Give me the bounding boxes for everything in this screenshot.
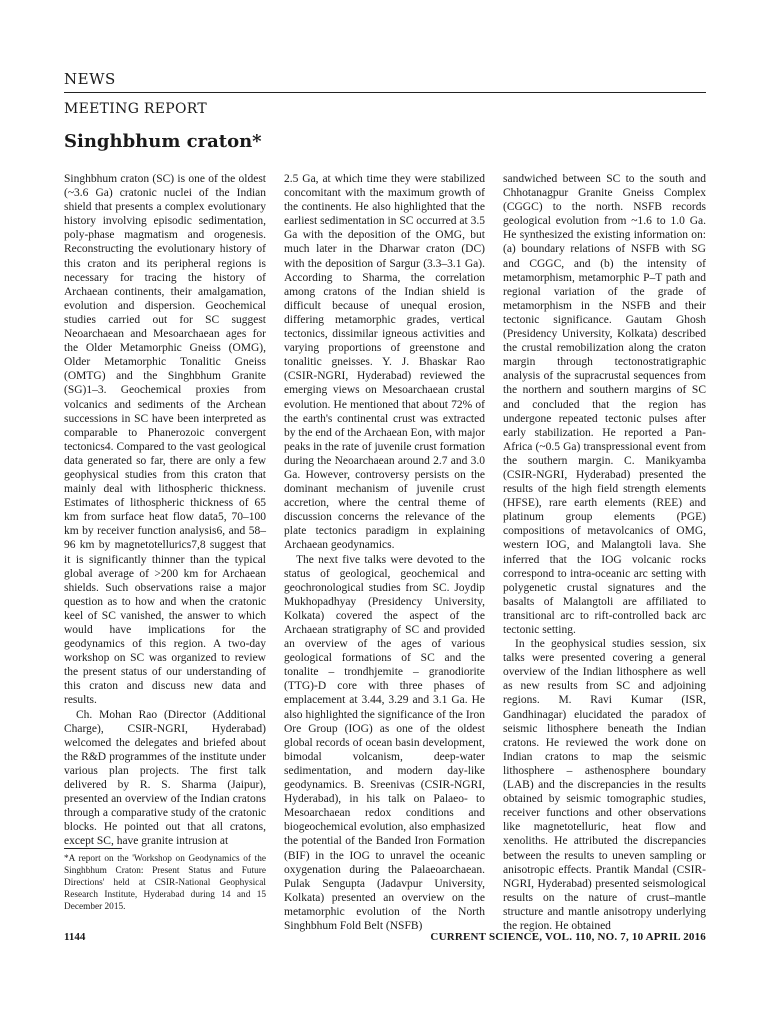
footnote-rule — [64, 848, 122, 849]
header-rule — [64, 92, 706, 93]
report-type: MEETING REPORT — [64, 101, 208, 117]
footnote: *A report on the 'Workshop on Geodynamics of the Singhbhum Craton: Present Status and Future Directions' held at CSIR-National Geophysical Research Institute, Hyderabad during 14 and 15 December 2015. — [64, 854, 266, 912]
paragraph: The next five talks were devoted to the status of geological, geochemical and geochronological studies from SC. Joydip Mukhopadhyay (Presidency University, Kolkata) covered the aspect of the Archaean stratigraphy of SC and provided an overview of the ages of various geological formations of SC and the tonalite – trondhjemite – granodiorite (TTG)-D core with three phases of emplacement at 3.44, 3.29 and 3.1 Ga. He also highlighted the significance of the Iron Ore Group (IOG) as one of the oldest global records of ocean basin development, bimodal volcanism, deep-water sedimentation, and modern day-like geodynamics. B. Sreenivas (CSIR-NGRI, Hyderabad), in his talk on Palaeo- to Mesoarchaean redox conditions and biogeochemical evolution, also emphasized the potential of the Banded Iron Formation (BIF) in the IOG to unravel the oceanic oxygenation during the Palaeoarchaean. Pulak Sengupta (Jadavpur University, Kolkata) presented an overview on the metamorphic evolution of the North Singhbhum Fold Belt (NSFB) — [284, 553, 485, 932]
paragraph: Singhbhum craton (SC) is one of the oldest (~3.6 Ga) cratonic nuclei of the Indian shield that presents a complex evolutionary history involving episodic sedimentation, poly-phase magmatism and orogenesis. Reconstructing the evolutionary history of this craton and its peripheral regions is necessary for tracing the history of Archaean continents, their amalgamation, evolution and dispersion. Geochemical studies carried out for SC suggest Neoarchaean and Mesoarchaean ages for the Older Metamorphic Gneiss (OMG), Older Metamorphic Tonalitic Gneiss (OMTG) and the Singhbhum Granite (SG)1–3. Geochemical proxies from volcanics and sediments of the Archean successions in SC have been interpreted as comparable to Phanerozoic convergent tectonics4. Compared to the vast geological data generated so far, there are only a few geophysical studies from this craton that mainly deal with lithospheric thickness. Estimates of lithospheric thickness of 65 km from surface heat flow data5, 70–100 km by receiver function analysis6, and 58–96 km by magnetotellurics7,8 suggest that it is significantly thinner than the typical global average of >200 km for Archaean shields. Such observations raise a major question as to how and when the cratonic keel of SC vanished, the answer to which would have implications for the geodynamics of this region. A two-day workshop on SC was organized to review the present status of our understanding of this craton and discuss new data and results. — [64, 173, 266, 707]
article-title: Singhbhum craton* — [64, 131, 262, 152]
paragraph: sandwiched between SC to the south and Chhotanagpur Granite Gneiss Complex (CGGC) to the north. NSFB records geological evolution from ~1.6 to 1.0 Ga. He synthesized the existing information on: (a) boundary relations of NSFB with SG and CGGC, and (b) the intensity of metamorphism, metamorphic P–T path and regional variation of the grade of metamorphism in the NSFB and their tectonic significance. Gautam Ghosh (Presidency University, Kolkata) described the crustal remobilization along the craton margin through tectonostratigraphic analysis of the supracrustal sequences from the northern and southern margins of SC and concluded that the region has undergone repeated tectonic pulses after early stabilization. He reported a Pan-Africa (~0.5 Ga) transpressional event from the southern margin. C. Manikyamba (CSIR-NGRI, Hyderabad) presented the results of the high field strength elements (HFSE), rare earth elements (REE) and platinum group elements (PGE) compositions of metavolcanics of OMG, western IOG, and Malangtoli lava. She inferred that the IOG volcanic rocks correspond to intra-oceanic arc setting with polygenetic crustal signatures and the basalts of Malangtoli are affiliated to transitional arc to rift-controlled back arc tectonic setting. — [503, 173, 706, 636]
journal-citation: CURRENT SCIENCE, VOL. 110, NO. 7, 10 APRIL 2016 — [430, 931, 706, 943]
text-column-1 — [64, 172, 266, 849]
page-number: 1144 — [64, 931, 86, 943]
paragraph: In the geophysical studies session, six talks were presented covering a general overview of the Indian lithosphere as well as new results from SC and adjoining regions. M. Ravi Kumar (ISR, Gandhinagar) elucidated the paradox of seismic lithosphere beneath the Indian cratons. He reviewed the work done on Indian cratons to map the seismic lithosphere – asthenosphere boundary (LAB) and the discrepancies in the results obtained by seismic tomographic studies, receiver functions and other observations like magnetotelluric, heat flow and xenoliths. He attributed the discrepancies between the results to uneven sampling or anisotropic effects. Prantik Mandal (CSIR-NGRI, Hyderabad) presented seismological results on the nature of crust–mantle structure and mantle anisotropy underlying the region. He obtained — [503, 638, 706, 932]
paragraph: Ch. Mohan Rao (Director (Additional Charge), CSIR-NGRI, Hyderabad) welcomed the delegates and briefed about the R&D programmes of the institute under various plan projects. The first talk delivered by R. S. Sharma (Jaipur), presented an overview of the Indian cratons through a comparative study of the cratonic blocks. He pointed out that all cratons, except SC, have granite intrusion at — [64, 708, 266, 848]
paragraph: 2.5 Ga, at which time they were stabilized concomitant with the maximum growth of the continents. He also highlighted that the earliest sedimentation in SC occurred at 3.5 Ga with the deposition of the OMG, but much later in the Dharwar craton (DC) with the deposition of Sargur (3.3–3.1 Ga). According to Sharma, the correlation among cratons of the Indian shield is difficult because of unequal erosion, differing metamorphic grades, vertical tectonics, dissimilar igneous activities and varying proportions of greenstone and tonalitic gneisses. Y. J. Bhaskar Rao (CSIR-NGRI, Hyderabad) reviewed the emerging views on Mesoarchaean crustal evolution. He mentioned that about 72% of the earth's continental crust was extracted by the end of the Archaean Eon, with major peaks in the rate of juvenile crust formation during the Neoarchaean around 2.7 and 3.0 Ga. However, controversy persists on the dominant mechanism of juvenile crust accretion, where the central theme of discussion concerns the relevance of the plate tectonics paradigm in explaining Archaean geodynamics. — [284, 173, 485, 552]
text-column-3 — [503, 172, 706, 933]
text-column-2 — [284, 172, 485, 933]
section-label: NEWS — [64, 70, 116, 88]
